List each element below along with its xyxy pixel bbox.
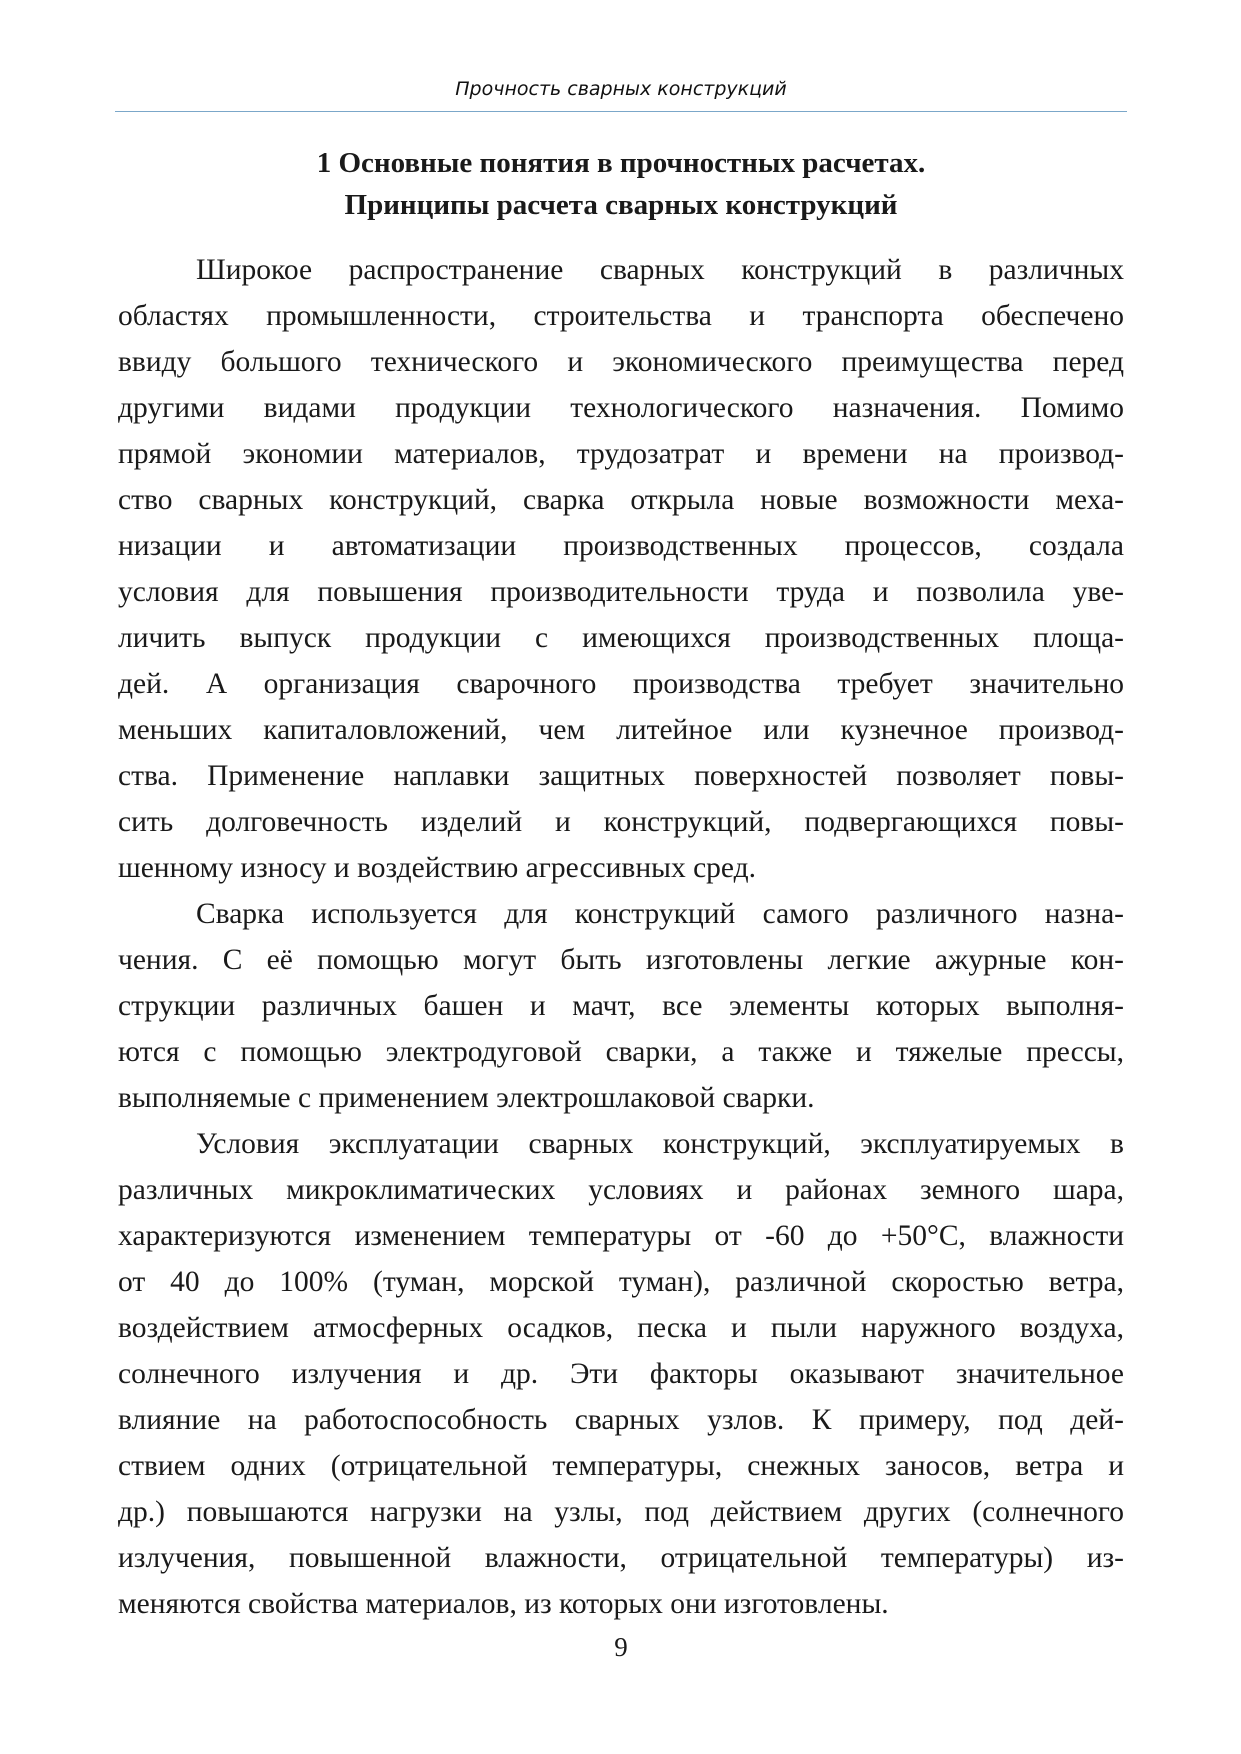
text-line: Условия эксплуатации сварных конструкций, эксплуатируемых в	[196, 1128, 1124, 1160]
text-line: низации и автоматизации производственных процессов, создала	[118, 530, 1124, 562]
text-line: ввиду большого технического и экономического преимущества перед	[118, 346, 1124, 378]
text-line: сить долговечность изделий и конструкций, подвергающихся повы-	[118, 806, 1124, 838]
text-line: Широкое распространение сварных конструкций в различных	[196, 254, 1124, 286]
text-line: различных микроклиматических условиях и районах земного шара,	[118, 1174, 1124, 1206]
text-line: шенному износу и воздействию агрессивных сред.	[118, 852, 757, 884]
text-line: условия для повышения производительности труда и позволила уве-	[118, 576, 1124, 608]
text-line: личить выпуск продукции с имеющихся производственных площа-	[118, 622, 1124, 654]
text-line: ство сварных конструкций, сварка открыла новые возможности меха-	[118, 484, 1124, 516]
text-line: дей. А организация сварочного производства требует значительно	[118, 668, 1124, 700]
text-line: ются с помощью электродуговой сварки, а также и тяжелые прессы,	[118, 1036, 1124, 1068]
paragraph-2	[118, 891, 1124, 1121]
text-line: ствием одних (отрицательной температуры, снежных заносов, ветра и	[118, 1450, 1124, 1482]
header-divider	[115, 111, 1127, 112]
text-line: меньших капиталовложений, чем литейное или кузнечное производ-	[118, 714, 1124, 746]
text-line: характеризуются изменением температуры от -60 до +50°С, влажности	[118, 1220, 1124, 1252]
text-line: Сварка используется для конструкций самого различного назна-	[196, 898, 1124, 930]
text-line: от 40 до 100% (туман, морской туман), различной скоростью ветра,	[118, 1266, 1124, 1298]
text-line: солнечного излучения и др. Эти факторы оказывают значительное	[118, 1358, 1124, 1390]
text-line: излучения, повышенной влажности, отрицательной температуры) из-	[118, 1542, 1124, 1574]
text-line: влияние на работоспособность сварных узлов. К примеру, под дей-	[118, 1404, 1124, 1436]
paragraph-1	[118, 247, 1124, 891]
text-line: воздействием атмосферных осадков, песка и пыли наружного воздуха,	[118, 1312, 1124, 1344]
text-line: меняются свойства материалов, из которых они изготовлены.	[118, 1588, 889, 1620]
chapter-title-line-2: Принципы расчета сварных конструкций	[344, 189, 898, 221]
chapter-title-line-1: 1 Основные понятия в прочностных расчетах.	[316, 147, 926, 179]
text-line: чения. С её помощью могут быть изготовлены легкие ажурные кон-	[118, 944, 1124, 976]
text-line: др.) повышаются нагрузки на узлы, под действием других (солнечного	[118, 1496, 1124, 1528]
paragraph-3	[118, 1121, 1124, 1627]
text-line: струкции различных башен и мачт, все элементы которых выполня-	[118, 990, 1124, 1022]
running-header: Прочность сварных конструкций	[455, 78, 787, 100]
text-line: областях промышленности, строительства и транспорта обеспечено	[118, 300, 1124, 332]
page-number: 9	[614, 1632, 628, 1662]
text-line: ства. Применение наплавки защитных поверхностей позволяет повы-	[118, 760, 1124, 792]
chapter-title	[115, 142, 1127, 226]
text-line: прямой экономии материалов, трудозатрат и времени на производ-	[118, 438, 1124, 470]
body-text	[118, 247, 1124, 1627]
text-line: выполняемые с применением электрошлаковой сварки.	[118, 1082, 815, 1114]
text-line: другими видами продукции технологического назначения. Помимо	[118, 392, 1124, 424]
